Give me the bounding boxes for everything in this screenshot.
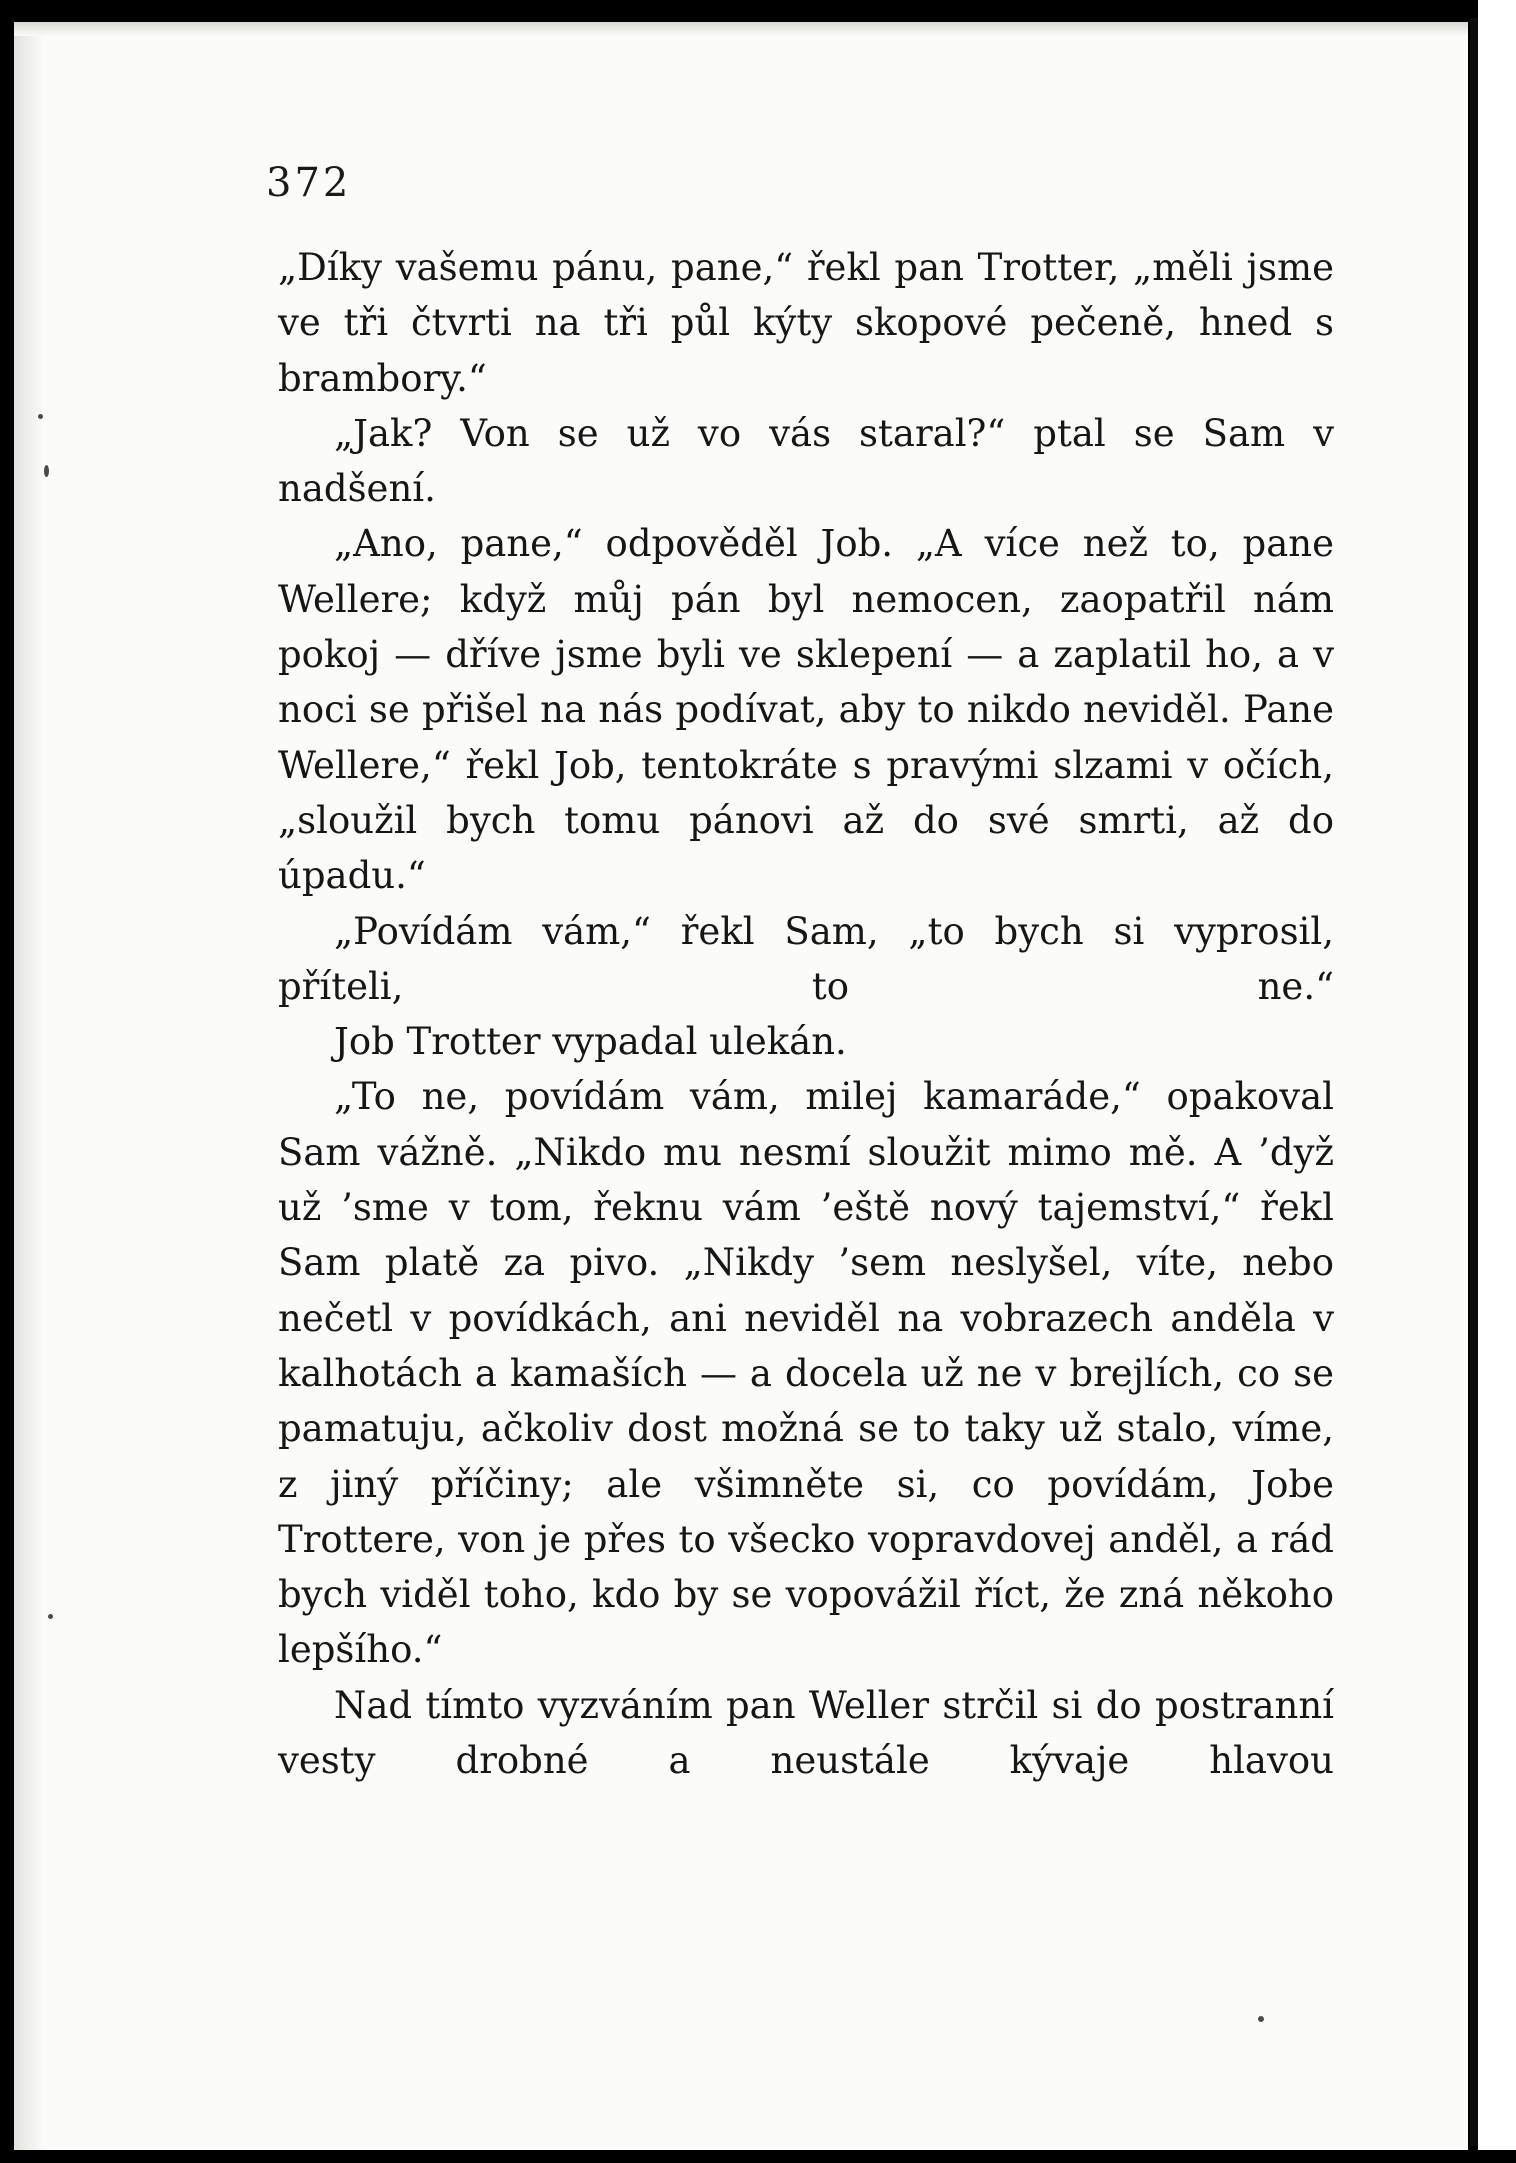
- book-page: [14, 22, 1468, 2150]
- ink-speck: [38, 414, 43, 419]
- paragraph: Nad tímto vyzváním pan Weller strčil si do postranní vesty drobné a neustále kývaje hlavou: [278, 1683, 1334, 1783]
- paragraph: Job Trotter vypadal ulekán.: [334, 1020, 847, 1064]
- paragraph: „Povídám vám,“ řekl Sam, „to bych si vyprosil, příteli, to ne.“: [278, 909, 1334, 1008]
- scan-bottom-edge: [0, 2150, 1516, 2163]
- page-edge-shadow: [14, 22, 44, 2150]
- ink-speck: [44, 465, 49, 477]
- ink-speck: [48, 1614, 53, 1619]
- page-number: 372: [266, 160, 352, 206]
- body-text: [278, 240, 1334, 1788]
- paragraph: „Díky vašemu pánu, pane,“ řekl pan Trotter, „měli jsme ve tři čtvrti na tři půl kýty skopové pečeně, hned s brambory.“: [278, 246, 1334, 400]
- paragraph: „Ano, pane,“ odpověděl Job. „A více než to, pane Wellere; když můj pán byl nemocen, zaopatřil nám pokoj — dříve jsme byli ve sklepení — a zaplatil ho, a v noci se přišel na nás podívat, aby to nikdo neviděl. Pane Wellere,“ řekl Job, tentokráte s pravými slzami v očích, „sloužil bych tomu pánovi až do své smrti, až do úpadu.“: [278, 522, 1334, 898]
- paragraph: „Jak? Von se už vo vás staral?“ ptal se Sam v nadšení.: [278, 411, 1334, 511]
- paragraph: „To ne, povídám vám, milej kamaráde,“ opakoval Sam vážně. „Nikdo mu nesmí sloužit mimo mě. A ’dyž už ’sme v tom, řeknu vám ’eště nový tajemství,“ řekl Sam platě za pivo. „Nikdy ’sem neslyšel, víte, nebo nečetl v povídkách, ani neviděl na vobrazech anděla v kalhotách a kamaších — a docela už ne v brejlích, co se pamatuju, ačkoliv dost možná se to taky už stalo, víme, z jiný příčiny; ale všimněte si, co povídám, Jobe Trottere, von je přes to všecko vopravdovej anděl, a rád bych viděl toho, kdo by se vopovážil říct, že zná někoho lepšího.“: [278, 1075, 1334, 1672]
- page-top-shadow: [14, 22, 1468, 36]
- ink-speck: [1258, 2016, 1264, 2022]
- scan-margin: [1478, 0, 1516, 2163]
- binding-edge: [1470, 18, 1478, 2146]
